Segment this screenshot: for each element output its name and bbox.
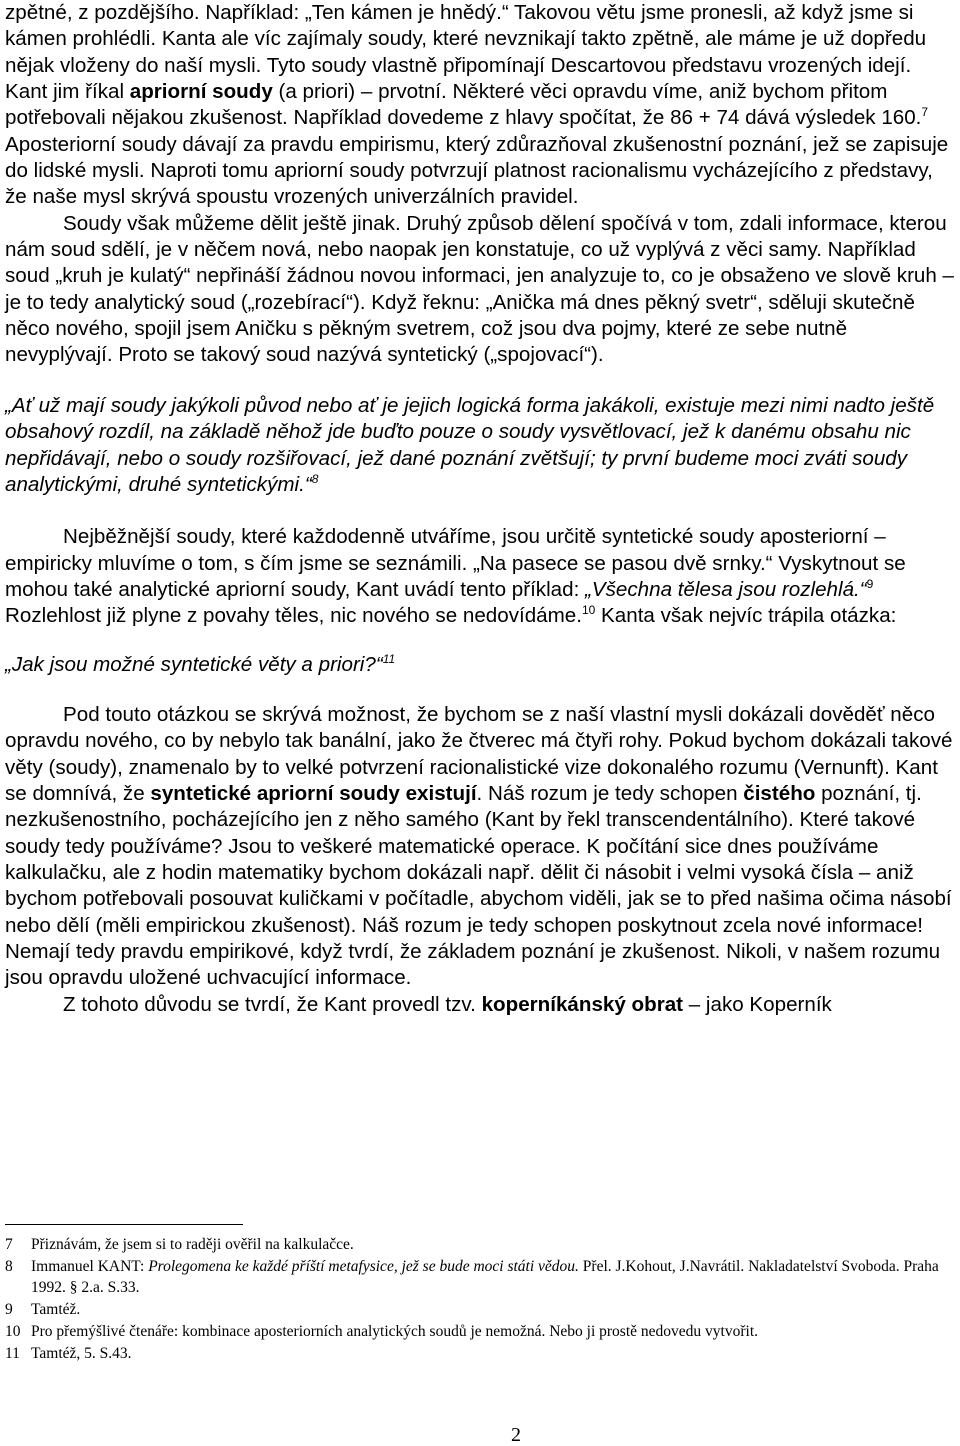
- footnote-item: [5, 1234, 955, 1256]
- footnote-number: 11: [5, 1344, 20, 1362]
- italic-example: „Všechna tělesa jsou rozlehlá.“: [585, 577, 867, 601]
- bold-term: čistého: [743, 781, 816, 805]
- block-quote-1: „Ať už mají soudy jakýkoli původ nebo ať je jejich logická forma jakákoli, existuje mezi nimi nadto ještě obsahový rozdíl, na základě něhož jde buďto pouze o soudy vysvětlovací, jež k danému obsahu nic nepřidávají, nebo o soudy rozšiřovací, jež dané poznání zvětšují; ty první budeme moci zváti soudy analytickými, druhé syntetickými.“$^8$: [5, 393, 935, 496]
- footnote-text: Tamtéž, 5. S.43.: [31, 1344, 132, 1362]
- block-quote-2: „Jak jsou možné syntetické věty a priori?“$^{11}$: [5, 651, 396, 676]
- footnote-text: Tamtéž.: [31, 1301, 81, 1319]
- footnote-item: [5, 1321, 955, 1343]
- footnote-number: 9: [5, 1301, 13, 1319]
- paragraph-2: Soudy však můžeme dělit ještě jinak. Druhý způsob dělení spočívá v tom, zdali informace, kterou nám soud sdělí, je v něčem nová, nebo naopak jen konstatuje, co už vyplývá z věci samy. Například soud „kruh je kulatý“ nepřináší žádnou novou informaci, jen analyzuje to, co je obsaženo ve slově kruh – je to tedy analytický soud („rozebírací“). Když řeknu: „Anička má dnes pěkný svetr“, sděluji skutečně něco nového, spojil jsem Aničku s pěkným svetrem, což jsou dva pojmy, které ze sebe nutně nevyplývají. Proto se takový soud nazývá syntetický („spojovací“).: [5, 211, 955, 367]
- footnote-ref: 8: [311, 471, 319, 486]
- footnote-ref: 7: [921, 105, 929, 120]
- paragraph-4: Pod touto otázkou se skrývá možnost, že bychom se z naší vlastní mysli dokázali dověděť něco opravdu nového, co by nebylo tak banální, jako že čtverec má čtyři rohy. Pokud bychom dokázali takové věty (soudy), znamenalo by to velké potvrzení racionalistické vize dokonalého rozumu (Vernunft). Kant se domnívá, že syntetické apriorní soudy existují. Náš rozum je tedy schopen čistého poznání, tj. nezkušenostního, pocházejícího jen z něho samého (Kant by řekl transcendentálního). Které takové soudy tedy používáme? Jsou to veškeré matematické operace. K počítání sice dnes používáme kalkulačku, ale z hodin matematiky bychom dokázali např. dělit či násobit i velmi vysoká čísla – aniž bychom potřebovali posouvat kuličkami v počítadle, abychom viděli, jak se to před našima očima násobí nebo dělí (měli empirickou zkušenost). Náš rozum je tedy schopen poskytnout zcela nové informace! Nemají tedy pravdu empirikové, když tvrdí, že základem poznání je zkušenost. Nikoli, v našem rozumu jsou opravdu uložené uchvacující informace.: [5, 702, 953, 990]
- bold-term: syntetické apriorní soudy existují: [150, 781, 477, 805]
- page-number: 2: [511, 1424, 521, 1446]
- footnote-separator: [5, 1224, 243, 1225]
- book-title: Prolegomena ke každé příští metafysice, jež se bude moci státi vědou.: [148, 1257, 579, 1275]
- footnote-text: Pro přemýšlivé čtenáře: kombinace aposteriorních analytických soudů je nemožná. Nebo ji prostě nedovedu vytvořit.: [31, 1322, 758, 1340]
- footnote-item: [5, 1343, 955, 1365]
- footnote-number: 8: [5, 1257, 13, 1275]
- footnote-ref: 10: [581, 603, 596, 618]
- paragraph-3: Nejběžnější soudy, které každodenně utváříme, jsou určitě syntetické soudy aposteriorní – empiricky mluvíme o tom, s čím jsme se seznámili. „Na pasece se pasou dvě srnky.“ Vyskytnout se mohou také analytické apriorní soudy, Kant uvádí tento příklad: „Všechna tělesa jsou rozlehlá.“$^9$ Rozlehlost již plyne z povahy těles, nic nového se nedovídáme.$^{10}$ Kanta však nejvíc trápila otázka:: [5, 525, 906, 628]
- footnote-item: [5, 1299, 955, 1321]
- footnote-number: 7: [5, 1236, 13, 1253]
- paragraph-1: zpětné, z pozdějšího. Například: „Ten kámen je hnědý.“ Takovou větu jsme pronesli, až když jsme si kámen prohlédli. Kanta ale víc zajímaly soudy, které nevznikají takto zpětně, ale máme je už dopředu nějak vloženy do naší mysli. Tyto soudy vlastně připomínají Descartovou představu vrozených idejí. Kant jim říkal apriorní soudy (a priori) – prvotní. Některé věci opravdu víme, aniž bychom přitom potřebovali nějakou zkušenost. Například dovedeme z hlavy spočítat, že 86 + 74 dává výsledek 160.$^7$ Aposteriorní soudy dávají za pravdu empirismu, který zdůrazňoval zkušenostní poznání, jež se zapisuje do lidské mysli. Naproti tomu apriorní soudy potvrzují platnost racionalismu vycházejícího z představy, že naše mysl skrývá spoustu vrozených univerzálních pravidel.: [5, 1, 949, 209]
- footnotes: [5, 1234, 955, 1364]
- bold-term: apriorní soudy: [129, 80, 273, 104]
- footnote-ref: 11: [382, 651, 396, 666]
- footnote-item: [5, 1256, 955, 1299]
- document-body: [5, 0, 955, 1018]
- footnote-number: 10: [5, 1322, 21, 1340]
- paragraph-5: Z tohoto důvodu se tvrdí, že Kant provedl tzv. koperníkánský obrat – jako Koperník: [63, 992, 832, 1016]
- bold-term: koperníkánský obrat: [481, 992, 684, 1016]
- footnote-ref: 9: [866, 577, 874, 592]
- footnote-text: Immanuel KANT: Prolegomena ke každé příští metafysice, jež se bude moci státi vědou. Přel. J.Kohout, J.Navrátil. Nakladatelství Svoboda. Praha 1992. § 2.a. S.33.: [31, 1257, 939, 1297]
- footnote-text: Přiznávám, že jsem si to raději ověřil na kalkulačce.: [31, 1236, 354, 1253]
